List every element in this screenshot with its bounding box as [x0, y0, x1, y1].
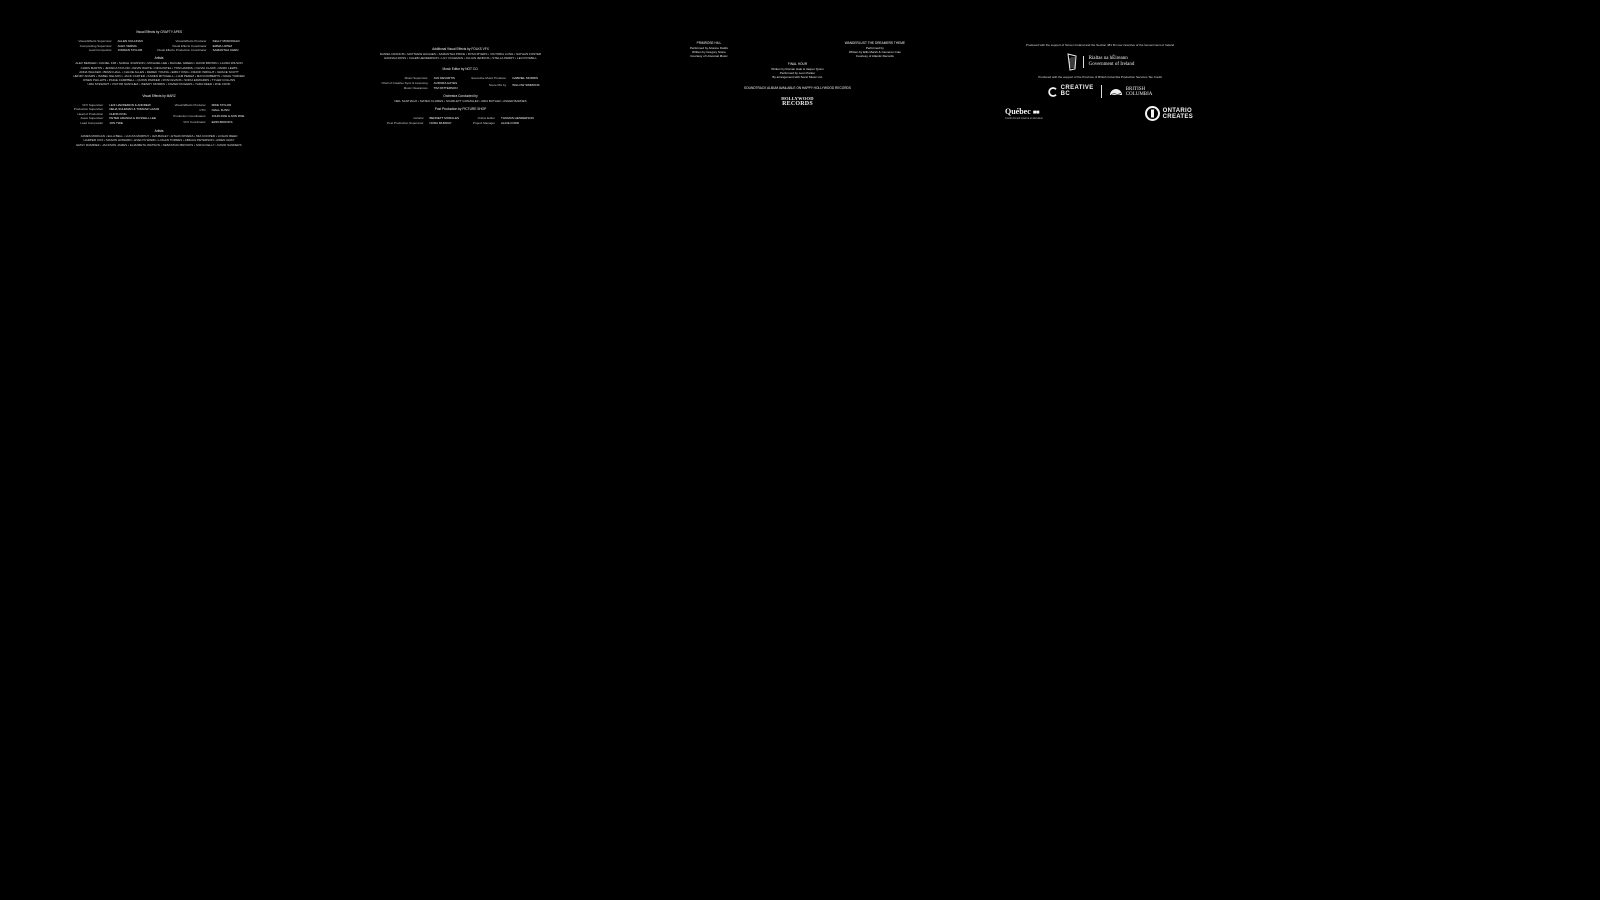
credit-name: EMMA LOPEZ: [212, 43, 233, 48]
credit-role: Chief of Creative Sync & Licensing: [381, 81, 428, 85]
sun-icon: [1109, 87, 1123, 96]
song-credit-line: Performed by Leon Parker: [779, 70, 816, 75]
credits-music-left: [381, 76, 457, 89]
song-credit-line: Courtesy of Universal Music: [690, 54, 728, 59]
credit-role: Executive Music Producer: [471, 76, 507, 81]
logo-line: CREATIVE: [1060, 85, 1094, 92]
logo-line: COLUMBIA: [1125, 91, 1153, 97]
credit-role: Production Supervisor: [73, 107, 104, 112]
credits-heading: Post Production by PICTURE SHOP: [434, 107, 487, 111]
credit-role: Project Manager: [472, 120, 495, 125]
logo-line: ONTARIO: [1162, 107, 1192, 114]
credits-team-2: [157, 39, 240, 52]
song-credit-right: [845, 41, 905, 59]
song-credit-line: Performed by: [865, 46, 884, 50]
credit-name: AURORA HAYES: [433, 81, 458, 85]
bc-logos: [1005, 85, 1195, 98]
quebec-flag-icon: ■■: [1032, 109, 1040, 116]
credits-heading: Additional Visual Effects by FOLKS VFX: [432, 47, 489, 51]
credits-panel-music: [690, 41, 905, 107]
credit-role: Colorist: [413, 116, 424, 120]
song-title: PRIMROSE HILL: [696, 41, 722, 45]
credits-team-4: [173, 103, 244, 126]
credit-role: Post Production Supervisor: [387, 120, 424, 125]
credit-role: VFX Supervisor: [82, 102, 104, 107]
credit-role: Visual Effects Coordinator: [171, 43, 207, 48]
credit-name: ALEX VERMA: [117, 43, 137, 48]
credits-name-line: JAMES MORGAN • ELLA BELL • LUCAS MURPHY • AVA BAILEY • ETHAN RIVERA • MIA COOPER • LOGAN REED: [80, 134, 238, 139]
credit-role: Visual Effects Production Coordinator: [156, 48, 207, 53]
credits-panel-vfx: [28, 30, 290, 147]
credit-role: Lead Compositor: [88, 48, 112, 53]
credit-name: PETER ARANDA & RUSSELL LEE: [109, 116, 156, 121]
credit-name: CHRIS KING: [109, 111, 127, 116]
credits-heading: Music Editor by NOT CO.: [442, 67, 479, 72]
credit-name: THOMAS HENDERSON: [500, 116, 534, 120]
credit-role: CTO: [199, 108, 206, 113]
credits-subheading: Artists: [154, 129, 164, 134]
logo-line: HOLLYWOOD: [781, 96, 814, 102]
credits-name-line: HARPER COX • MASON HOWARD • EVELYN WARD • LOGAN TORRES • ABIGAIL PETERSON • AIDEN GRAY: [83, 138, 235, 143]
provincial-logos: [1005, 106, 1195, 121]
credit-role: Visual Effects Producer: [174, 102, 206, 107]
credit-name: NIALL FLINN: [211, 108, 230, 113]
credit-name: TIM PATTERSON: [433, 85, 458, 90]
credits-columns: [28, 39, 290, 52]
song-credit-line: Written by Roman Hale & Jasper Quinn: [771, 66, 824, 71]
credits-name-line: OWEN PHILLIPS • PAIGE CAMPBELL • QUINN PARKER • RYAN EVANS • SOFIA EDWARDS • TYLER COLLINS: [82, 78, 236, 83]
song-title: FINAL HOUR: [787, 61, 808, 66]
ireland-line: Rialtas na hÉireann: [1088, 56, 1128, 62]
ontario-creates-text: [1163, 108, 1193, 120]
credit-role: Online Editor: [477, 116, 495, 120]
logo-divider: [1101, 85, 1102, 98]
government-of-ireland-logo: [1005, 53, 1195, 71]
credit-role: Music Clearances: [403, 85, 428, 90]
credits-columns: [28, 103, 290, 126]
credit-role: Score Mix by: [488, 83, 507, 88]
credit-name: ERIN BROOKS: [211, 119, 233, 124]
credits-subheading: Orchestra Conducted by: [443, 93, 478, 98]
song-credit-line: Courtesy of Atlantic Records: [855, 54, 894, 59]
quebec-subtext: Crédit d'impôt cinéma et télévision: [1005, 116, 1043, 120]
credits-post-left: [387, 116, 459, 125]
credits-name-line: ANNA WALKER • BRIAN HALL • CHLOE ALLEN • DEREK YOUNG • EMILY KING • FRANK WRIGHT • GRACE SCOTT: [79, 69, 239, 74]
credit-name: MIKE TAYLOR: [211, 102, 232, 107]
creative-bc-logo: [1048, 86, 1094, 97]
logo-line: CREATES: [1162, 113, 1193, 120]
credits-team-1: [78, 39, 142, 52]
support-statement: Produced with the support of the Province of British Columbia Production Services Tax Credit: [1038, 75, 1162, 80]
credit-name: JORDAN TAYLOR: [117, 48, 143, 53]
credits-name-line: CHRIS MARTIN • JESSICA TAYLOR • KEVIN WHITE • NINA PATEL • TOM HARRIS • OLIVIA CLARK • MARK LEWIS: [80, 65, 238, 70]
bc-text: [1126, 87, 1153, 97]
credit-name: KELLY MCDONALD: [212, 39, 240, 43]
credits-columns: [333, 76, 588, 89]
british-columbia-logo: [1109, 87, 1153, 97]
credit-name: GABRIEL MORRIS: [512, 76, 538, 81]
credits-post-right: [473, 116, 534, 125]
credits-heading: Visual Effects by MARZ: [142, 93, 176, 98]
song-title: WANDERLUST THE DREAMERS THEME: [844, 41, 905, 45]
credit-role: Head of Production: [77, 111, 104, 116]
credit-role: Lead Compositor: [80, 120, 104, 125]
song-credit-line: Written by Ellis Marsh & Cameron Cole: [848, 50, 901, 55]
credits-panel-logos: [1005, 43, 1195, 121]
credit-name: NEHA SULEMAN & TOMASZ LAZAR: [109, 107, 160, 112]
credits-name-line: ALEX BERGER • DANIEL KIM • SARAH JOHNSON • MICHAEL LEE • RACHEL GREEN • DAVID BROWN • LAURA WILSON: [75, 61, 243, 66]
credits-music-right: [472, 76, 540, 89]
support-statement: Produced with the support of Screen Ireland and the Section 481 film tax incentive of the Government of Ireland: [1025, 43, 1175, 47]
credit-name: JOHN DOE & ANN ROE: [211, 114, 245, 119]
credit-name: SAMANTHA CHEN: [212, 48, 239, 53]
credits-team-3: [74, 103, 160, 126]
credit-name: LEIF HARDEMON & ANDREW: [109, 102, 151, 107]
credits-name-line: EMILY RAMIREZ • JACKSON JAMES • ELIZABETH WATSON • SEBASTIAN BROOKS • SOFIA KELLY • DAVID SANDERS: [76, 142, 242, 147]
creative-bc-icon: [1048, 87, 1058, 97]
ireland-text: [1083, 56, 1135, 68]
credit-role: Visual Effects Supervisor: [78, 39, 112, 43]
song-credit-line: Performed by Arianne Fields: [690, 46, 728, 50]
credit-role: Compositing Supervisor: [79, 43, 112, 48]
ireland-line: Government of Ireland: [1088, 62, 1135, 68]
credit-name: WILLOW SIMMONS: [512, 83, 540, 88]
harp-icon: [1066, 53, 1078, 71]
credit-name: NORA MURRAY: [429, 120, 452, 125]
quebec-name: Québec: [1005, 106, 1031, 116]
credits-name-line: HENRY ADAMS • ISABEL NELSON • JACK CARTER • KAREN MITCHELL • LIAM PEREZ • MAYA ROBERTS • NOAH TURNER: [73, 74, 245, 78]
credits-subheading: Artists: [154, 56, 164, 61]
ontario-creates-logo: [1145, 106, 1193, 121]
quebec-wordmark: [1005, 108, 1043, 117]
credits-name-line: NEIL SANTIAGO • MATEO FLORES • SCARLETT GONZALEZ • ARIA BUTLER • ASHER BARNES: [394, 98, 527, 103]
creative-bc-text: [1061, 86, 1094, 97]
credit-role: VFX Coordinator: [183, 119, 206, 124]
soundtrack-line: SOUNDTRACK ALBUM AVAILABLE ON HAPPY HOLLYWOOD RECORDS: [744, 86, 851, 91]
credit-name: ALICE FORD: [500, 120, 519, 125]
credit-name: BENNETT MORALES: [429, 116, 459, 120]
song-credit-left: [690, 41, 728, 59]
logo-line: BRITISH: [1125, 86, 1146, 92]
credits-columns: [333, 116, 588, 125]
credits-heading: Visual Effects by CRAFTY APES: [135, 30, 183, 34]
credits-name-line: DANIEL FRANCIS • MATTHEW HUGHES • SAMANTHA PRICE • RYAN MYERS • VICTORIA LONG • NATHAN FOSTER: [379, 52, 542, 56]
song-credit-center: [690, 62, 905, 80]
logo-line: BC: [1060, 90, 1071, 97]
credits-name-line: HANNAH ROSS • CALEB HENDERSON • LILY COLEMAN • JULIAN JENKINS • STELLA PERRY • LEVI POWELL: [384, 56, 537, 61]
credit-role: Production Coordinators: [173, 114, 206, 119]
credit-name: JAN DEVARTIS: [433, 76, 455, 81]
credits-name-line: UMA STEWART • VICTOR SANCHEZ • WENDY MORRIS • XAVIER ROGERS • YARA REED • ZOE COOK: [87, 82, 231, 87]
hollywood-records-logo: [776, 96, 820, 107]
credit-role: Music Supervisor: [404, 76, 428, 81]
credit-name: ALLEN CULLINAN: [117, 39, 143, 43]
ontario-creates-icon: [1145, 106, 1160, 121]
logo-line: RECORDS: [782, 100, 813, 107]
credit-name: JON TIRE: [109, 120, 123, 125]
credit-role: Visual Effects Producer: [175, 39, 207, 43]
credits-song-columns: [690, 41, 905, 59]
song-credit-line: By arrangement with Sonic Music Ltd.: [772, 75, 823, 80]
credit-role: Asset Supervisor: [80, 116, 104, 121]
song-credit-line: Written by Gregory Stone: [692, 50, 726, 55]
credits-panel-post: [333, 47, 588, 125]
quebec-logo: [1005, 108, 1043, 120]
